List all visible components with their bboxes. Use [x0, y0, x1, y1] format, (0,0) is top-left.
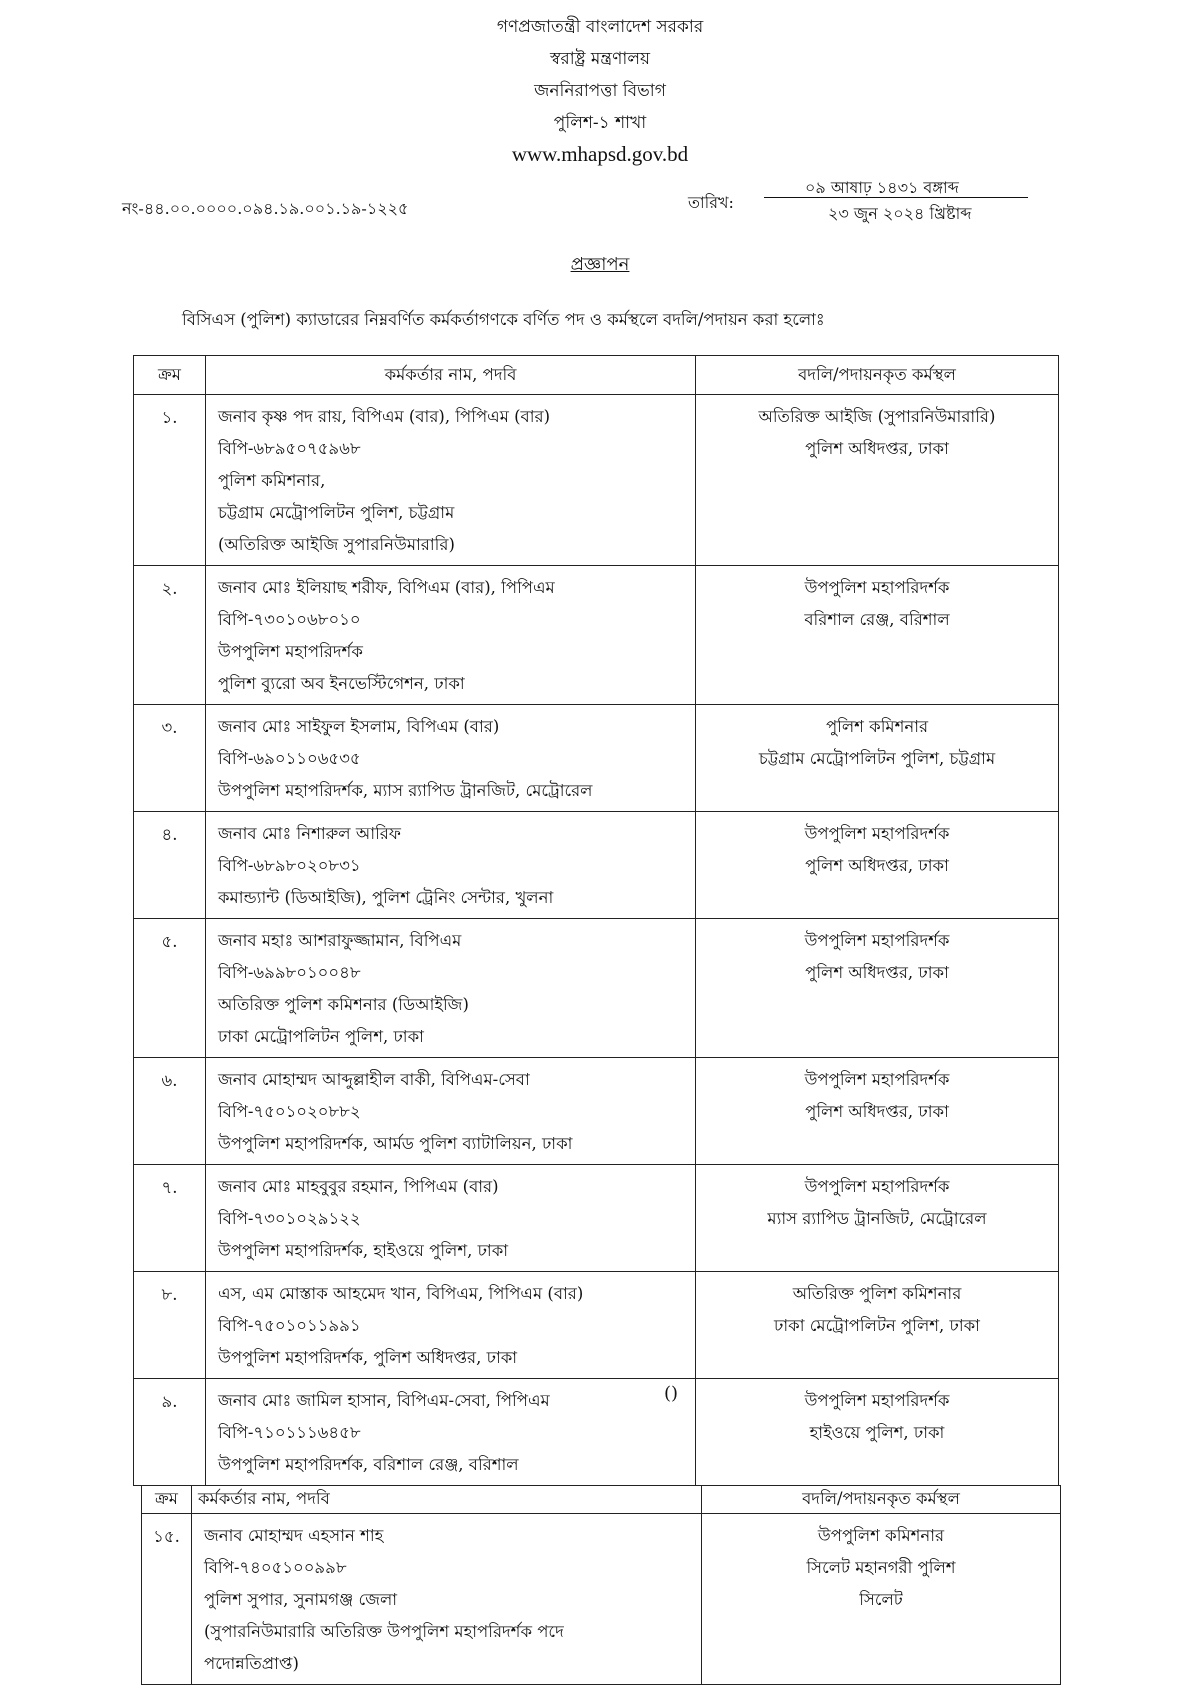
name-header: কর্মকর্তার নাম, পদবি — [192, 1486, 702, 1514]
website-link[interactable]: www.mhapsd.gov.bd — [511, 142, 689, 166]
posting-header: বদলি/পদায়নকৃত কর্মস্থল — [696, 356, 1059, 395]
officer-cell — [206, 395, 696, 566]
officer-cell — [206, 1165, 696, 1272]
posting-cell — [696, 1272, 1059, 1379]
serial-cell: ৪. — [134, 812, 206, 919]
division-name: জননিরাপত্তা বিভাগ — [534, 81, 666, 101]
posting-detail-line: উপপুলিশ মহাপরিদর্শক — [804, 931, 950, 950]
officer-detail-line: পদোন্নতিপ্রাপ্ত) — [204, 1654, 299, 1673]
officer-cell — [192, 1514, 702, 1685]
officer-detail-line: উপপুলিশ মহাপরিদর্শক, হাইওয়ে পুলিশ, ঢাকা — [218, 1241, 509, 1260]
posting-detail-line: সিলেট — [859, 1590, 903, 1609]
table-header-row — [134, 356, 1059, 395]
serial-header: ক্রম — [134, 356, 206, 395]
date-english: ২৩ জুন ২০২৪ খ্রিষ্টাব্দ — [828, 204, 972, 223]
officer-cell — [206, 705, 696, 812]
posting-cell — [696, 1165, 1059, 1272]
serial-cell: ৯. — [134, 1379, 206, 1486]
officer-cell — [206, 919, 696, 1058]
posting-detail-line: পুলিশ অধিদপ্তর, ঢাকা — [805, 963, 949, 982]
table-row — [134, 1165, 1059, 1272]
posting-cell — [696, 705, 1059, 812]
government-name: গণপ্রজাতন্ত্রী বাংলাদেশ সরকার — [496, 17, 704, 37]
officer-detail-line: পুলিশ ব্যুরো অব ইনভেস্টিগেশন, ঢাকা — [218, 674, 465, 693]
posting-detail-line: অতিরিক্ত আইজি (সুপারনিউমারারি) — [758, 407, 996, 426]
posting-detail-line: উপপুলিশ মহাপরিদর্শক — [804, 1070, 950, 1089]
branch-name: পুলিশ-১ শাখা — [553, 113, 647, 133]
officer-detail-line: বিপি-৬৯০১১০৬৫৩৫ — [218, 749, 361, 768]
officer-detail-line: ঢাকা মেট্রোপলিটন পুলিশ, ঢাকা — [218, 1027, 424, 1046]
posting-cell — [696, 919, 1059, 1058]
officer-detail-line: উপপুলিশ মহাপরিদর্শক, বরিশাল রেঞ্জ, বরিশাল — [218, 1455, 519, 1474]
table-header-row — [142, 1486, 1061, 1514]
name-header: কর্মকর্তার নাম, পদবি — [206, 356, 696, 395]
serial-header: ক্রম — [142, 1486, 192, 1514]
officer-detail-line: উপপুলিশ মহাপরিদর্শক, ম্যাস র‍্যাপিড ট্রানজিট, মেট্রোরেল — [218, 781, 593, 800]
serial-cell: ১৫. — [142, 1514, 192, 1685]
officer-detail-line: জনাব মোঃ ইলিয়াছ শরীফ, বিপিএম (বার), পিপিএম — [218, 578, 555, 597]
serial-cell: ৭. — [134, 1165, 206, 1272]
officer-detail-line: বিপি-৭৫০১০১১৯৯১ — [218, 1316, 361, 1335]
posting-detail-line: ম্যাস র‍্যাপিড ট্রানজিট, মেট্রোরেল — [767, 1209, 987, 1228]
memo-reference-number: নং-৪৪.০০.০০০০.০৯৪.১৯.০০১.১৯-১২২৫ — [122, 199, 409, 218]
posting-detail-line: উপপুলিশ মহাপরিদর্শক — [804, 578, 950, 597]
posting-detail-line: পুলিশ অধিদপ্তর, ঢাকা — [805, 439, 949, 458]
posting-detail-line: পুলিশ অধিদপ্তর, ঢাকা — [805, 856, 949, 875]
posting-detail-line: উপপুলিশ মহাপরিদর্শক — [804, 824, 950, 843]
notice-intro: বিসিএস (পুলিশ) ক্যাডারের নিম্নবর্ণিত কর্মকর্তাগণকে বর্ণিত পদ ও কর্মস্থলে বদলি/পদায়ন করা হলোঃ — [182, 310, 825, 329]
officer-detail-line: জনাব মোহাম্মদ আব্দুল্লাহীল বাকী, বিপিএম-সেবা — [218, 1070, 530, 1089]
officer-detail-line: বিপি-৬৮৯৫০৭৫৯৬৮ — [218, 439, 361, 458]
officer-detail-line: জনাব মোঃ নিশারুল আরিফ — [218, 824, 401, 843]
serial-cell: ৩. — [134, 705, 206, 812]
officer-detail-line: উপপুলিশ মহাপরিদর্শক — [218, 642, 363, 661]
serial-cell: ৮. — [134, 1272, 206, 1379]
table-row — [134, 812, 1059, 919]
serial-cell: ৬. — [134, 1058, 206, 1165]
table-row — [142, 1514, 1061, 1685]
officer-cell — [206, 566, 696, 705]
ministry-name: স্বরাষ্ট্র মন্ত্রণালয় — [550, 49, 650, 69]
officer-detail-line: অতিরিক্ত পুলিশ কমিশনার (ডিআইজি) — [218, 995, 469, 1014]
officer-detail-line: বিপি-৭৩০১০৬৮০১০ — [218, 610, 361, 629]
posting-cell — [696, 566, 1059, 705]
officer-detail-line: এস, এম মোস্তাক আহমেদ খান, বিপিএম, পিপিএম (বার) — [218, 1284, 584, 1303]
officer-detail-line: পুলিশ কমিশনার, — [218, 471, 326, 490]
officer-detail-line: জনাব মহাঃ আশরাফুজ্জামান, বিপিএম — [218, 931, 462, 950]
page-mark: () — [664, 1383, 679, 1404]
posting-detail-line: উপপুলিশ কমিশনার — [817, 1526, 945, 1545]
officer-detail-line: বিপি-৬৯৯৮০১০০৪৮ — [218, 963, 361, 982]
officer-cell — [206, 1058, 696, 1165]
officer-detail-line: বিপি-৭৫০১০২০৮৮২ — [218, 1102, 361, 1121]
officer-detail-line: পুলিশ সুপার, সুনামগঞ্জ জেলা — [204, 1590, 398, 1609]
officer-detail-line: বিপি-৭৩০১০২৯১২২ — [218, 1209, 361, 1228]
table-row — [134, 919, 1059, 1058]
officer-detail-line: চট্টগ্রাম মেট্রোপলিটন পুলিশ, চট্টগ্রাম — [218, 503, 455, 522]
posting-detail-line: অতিরিক্ত পুলিশ কমিশনার — [792, 1284, 962, 1303]
officer-detail-line: জনাব মোঃ সাইফুল ইসলাম, বিপিএম (বার) — [218, 717, 500, 736]
posting-cell — [696, 812, 1059, 919]
officer-cell — [206, 812, 696, 919]
posting-cell — [696, 1058, 1059, 1165]
table-row — [134, 1379, 1059, 1486]
posting-detail-line: পুলিশ অধিদপ্তর, ঢাকা — [805, 1102, 949, 1121]
officer-detail-line: উপপুলিশ মহাপরিদর্শক, আর্মড পুলিশ ব্যাটালিয়ন, ঢাকা — [218, 1134, 573, 1153]
posting-detail-line: বরিশাল রেঞ্জ, বরিশাল — [804, 610, 950, 629]
posting-detail-line: উপপুলিশ মহাপরিদর্শক — [804, 1177, 950, 1196]
officer-detail-line: জনাব কৃষ্ণ পদ রায়, বিপিএম (বার), পিপিএম (বার) — [218, 407, 551, 426]
officer-detail-line: জনাব মোহাম্মদ এহসান শাহ — [204, 1526, 384, 1545]
table-row — [134, 705, 1059, 812]
posting-header: বদলি/পদায়নকৃত কর্মস্থল — [702, 1486, 1061, 1514]
posting-cell — [696, 395, 1059, 566]
officer-detail-line: উপপুলিশ মহাপরিদর্শক, পুলিশ অধিদপ্তর, ঢাকা — [218, 1348, 518, 1367]
serial-cell: ২. — [134, 566, 206, 705]
date-bangla: ০৯ আষাঢ় ১৪৩১ বঙ্গাব্দ — [805, 178, 959, 197]
posting-detail-line: উপপুলিশ মহাপরিদর্শক — [804, 1391, 950, 1410]
officer-detail-line: জনাব মোঃ মাহবুবুর রহমান, পিপিএম (বার) — [218, 1177, 499, 1196]
transfer-table — [133, 355, 1059, 1486]
officer-detail-line: কমান্ড্যান্ট (ডিআইজি), পুলিশ ট্রেনিং সেন্টার, খুলনা — [218, 888, 554, 907]
officer-cell — [206, 1272, 696, 1379]
officer-detail-line: বিপি-৬৮৯৮০২০৮৩১ — [218, 856, 361, 875]
officer-detail-line: (সুপারনিউমারারি অতিরিক্ত উপপুলিশ মহাপরিদর্শক পদে — [204, 1622, 564, 1641]
posting-cell — [696, 1379, 1059, 1486]
posting-cell — [702, 1514, 1061, 1685]
table-row — [134, 395, 1059, 566]
serial-cell: ৫. — [134, 919, 206, 1058]
posting-detail-line: পুলিশ কমিশনার — [825, 717, 929, 736]
officer-detail-line: (অতিরিক্ত আইজি সুপারনিউমারারি) — [218, 535, 455, 554]
date-divider — [764, 197, 1028, 198]
transfer-table-continued — [141, 1485, 1061, 1685]
table-row — [134, 1058, 1059, 1165]
posting-detail-line: চট্টগ্রাম মেট্রোপলিটন পুলিশ, চট্টগ্রাম — [758, 749, 996, 768]
posting-detail-line: সিলেট মহানগরী পুলিশ — [806, 1558, 956, 1577]
table-row — [134, 566, 1059, 705]
officer-detail-line: বিপি-৭৪০৫১০০৯৯৮ — [204, 1558, 347, 1577]
notice-title: প্রজ্ঞাপন — [570, 254, 630, 275]
officer-cell — [206, 1379, 696, 1486]
officer-detail-line: বিপি-৭১০১১১৬৪৫৮ — [218, 1423, 361, 1442]
table-row — [134, 1272, 1059, 1379]
officer-detail-line: জনাব মোঃ জামিল হাসান, বিপিএম-সেবা, পিপিএম — [218, 1391, 550, 1410]
serial-cell: ১. — [134, 395, 206, 566]
posting-detail-line: ঢাকা মেট্রোপলিটন পুলিশ, ঢাকা — [774, 1316, 980, 1335]
posting-detail-line: হাইওয়ে পুলিশ, ঢাকা — [809, 1423, 945, 1442]
date-label: তারিখ: — [688, 193, 734, 212]
